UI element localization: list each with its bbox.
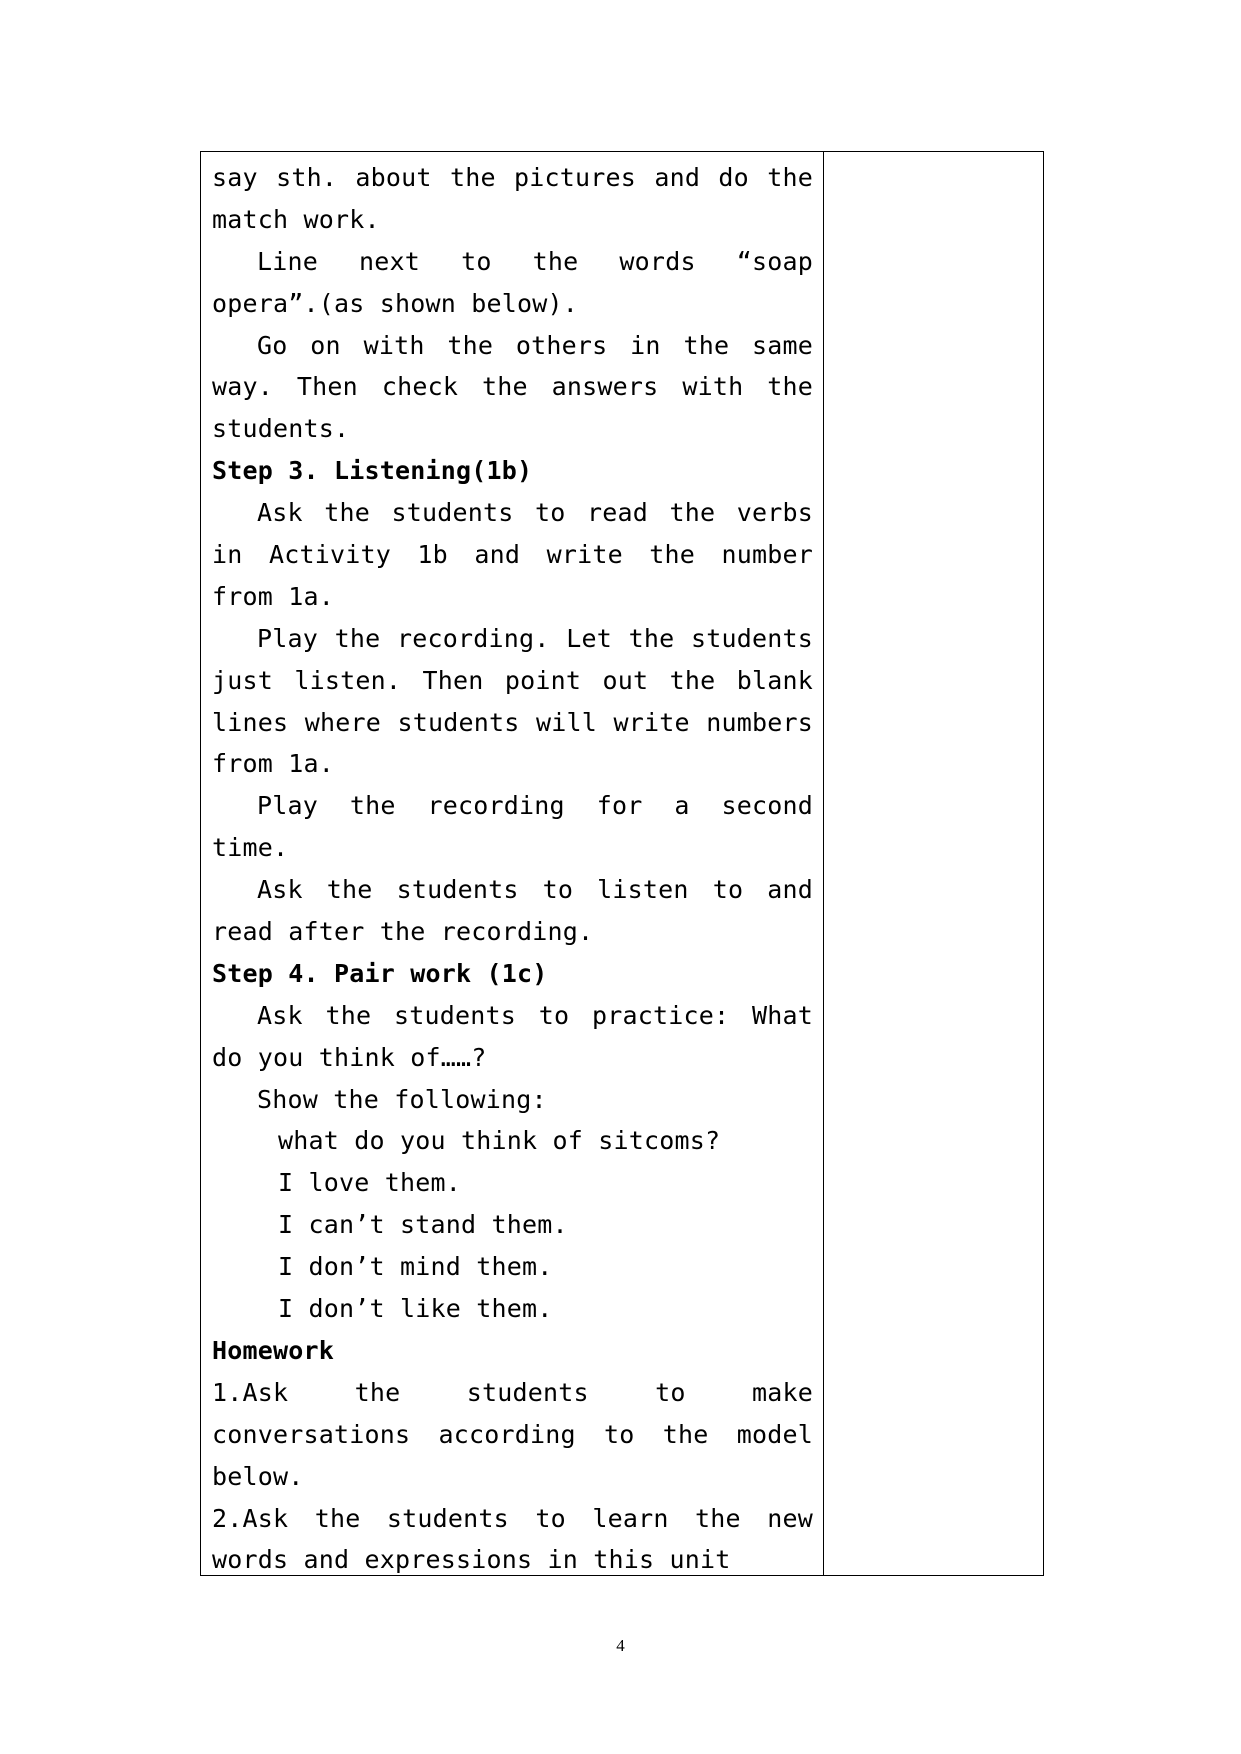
- text-line: conversations according to the model: [212, 1419, 813, 1449]
- homework-item: 2.Ask the students to learn the new: [212, 1503, 813, 1533]
- text-line: Ask the students to read the verbs: [257, 498, 813, 528]
- text-line: way. Then check the answers with the: [212, 372, 813, 402]
- text-line: do you think of……?: [212, 1042, 487, 1072]
- text-line: match work.: [212, 204, 380, 234]
- step-4-heading: Step 4. Pair work (1c): [212, 958, 548, 988]
- text-line: from 1a.: [212, 749, 335, 779]
- dialogue-line: I don’t mind them.: [278, 1252, 553, 1282]
- text-line: below.: [212, 1461, 304, 1491]
- text-line: Ask the students to practice: What: [257, 1000, 813, 1030]
- dialogue-line: I can’t stand them.: [278, 1210, 568, 1240]
- text-line: just listen. Then point out the blank: [212, 665, 813, 695]
- step-3-heading: Step 3. Listening(1b): [212, 456, 533, 486]
- page-number: 4: [616, 1636, 625, 1655]
- text-line: lines where students will write numbers: [212, 707, 813, 737]
- text-line: Ask the students to listen to and: [257, 875, 813, 905]
- text-line: Line next to the words “soap: [257, 246, 813, 276]
- text-line: Go on with the others in the same: [257, 330, 813, 360]
- text-line: opera”.(as shown below).: [212, 288, 579, 318]
- text-line: students.: [212, 414, 350, 444]
- text-line: in Activity 1b and write the number: [212, 540, 813, 570]
- text-line: from 1a.: [212, 581, 335, 611]
- lesson-table: [200, 151, 1044, 1576]
- notes-cell: [824, 152, 1043, 1575]
- text-line: read after the recording.: [212, 917, 594, 947]
- text-line: Play the recording for a second: [257, 791, 813, 821]
- text-line: time.: [212, 833, 289, 863]
- homework-item: 1.Ask the students to make: [212, 1377, 813, 1407]
- dialogue-line: I don’t like them.: [278, 1294, 553, 1324]
- text-line: words and expressions in this unit: [212, 1545, 731, 1575]
- homework-heading: Homework: [212, 1335, 335, 1365]
- lesson-procedure-cell: [201, 152, 824, 1575]
- dialogue-line: I love them.: [278, 1168, 462, 1198]
- text-line: say sth. about the pictures and do the: [212, 163, 813, 192]
- text-line: Play the recording. Let the students: [257, 623, 813, 653]
- dialogue-line: what do you think of sitcoms?: [278, 1126, 721, 1156]
- text-line: Show the following:: [257, 1084, 547, 1114]
